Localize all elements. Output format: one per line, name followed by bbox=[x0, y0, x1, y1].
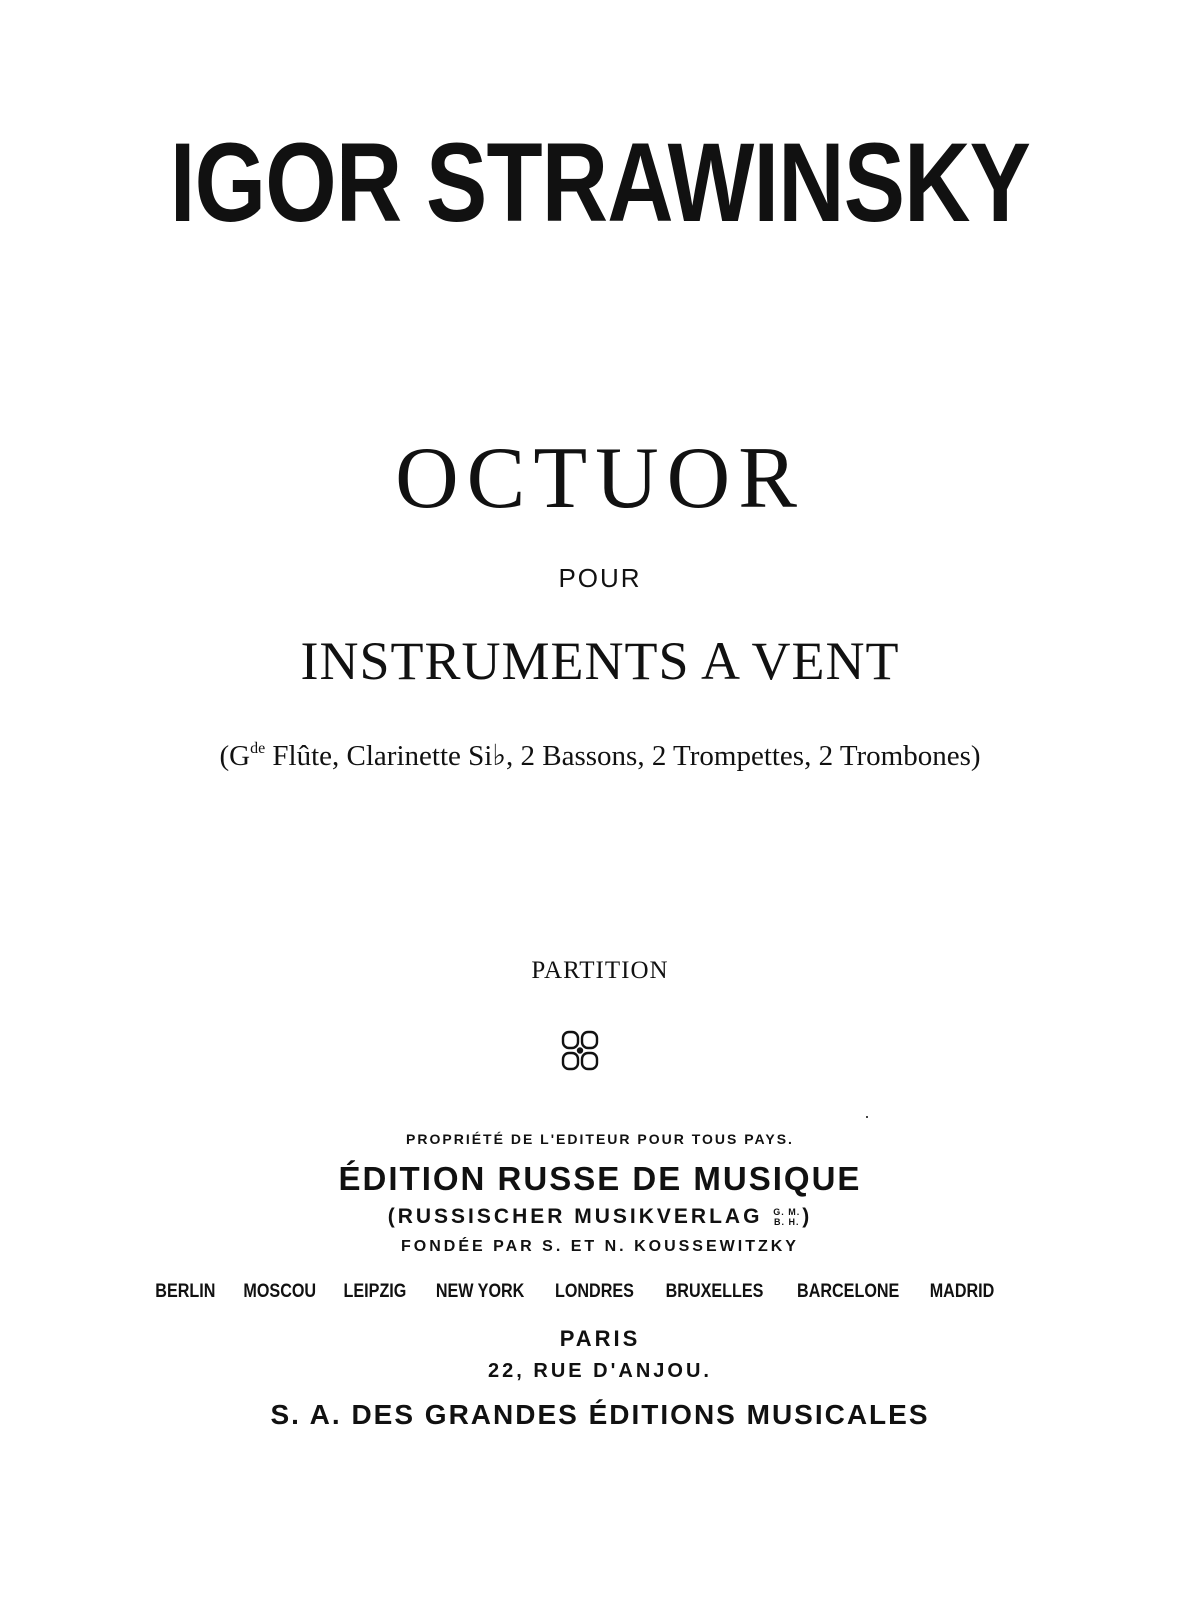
gmbh-top: G. M. bbox=[773, 1207, 801, 1218]
partition-label: PARTITION bbox=[531, 957, 669, 984]
instrumentation-open: (G bbox=[219, 740, 251, 772]
city-item: NEW YORK bbox=[435, 1281, 525, 1302]
gmbh-abbreviation bbox=[773, 1207, 800, 1227]
city-item: LONDRES bbox=[554, 1281, 634, 1302]
publisher-german-name-close: ) bbox=[802, 1205, 813, 1228]
city-item: MOSCOU bbox=[243, 1281, 316, 1302]
composer-name: IGOR STRAWINSKY bbox=[169, 120, 1031, 245]
publisher-german-name-text: (RUSSISCHER MUSIKVERLAG bbox=[387, 1205, 763, 1228]
cities-list bbox=[150, 1281, 1000, 1303]
city-item: MADRID bbox=[929, 1281, 995, 1302]
copyright-notice: PROPRIÉTÉ DE L'EDITEUR POUR TOUS PAYS. bbox=[406, 1131, 794, 1147]
publisher-city: PARIS bbox=[559, 1326, 641, 1351]
city-item: BERLIN bbox=[155, 1281, 216, 1302]
instrumentation-rest: Flûte, Clarinette Si♭, 2 Bassons, 2 Trompettes, 2 Trombones) bbox=[265, 740, 981, 772]
founders-line: FONDÉE PAR S. ET N. KOUSSEWITZKY bbox=[401, 1238, 799, 1255]
publisher-emblem-icon bbox=[561, 1030, 599, 1072]
publisher-address: 22, RUE D'ANJOU. bbox=[488, 1360, 712, 1382]
publisher-company: S. A. DES GRANDES ÉDITIONS MUSICALES bbox=[270, 1399, 930, 1430]
work-title: OCTUOR bbox=[395, 430, 805, 527]
city-item: LEIPZIG bbox=[343, 1281, 407, 1302]
city-item: BARCELONE bbox=[796, 1281, 900, 1302]
instrumentation-list bbox=[0, 738, 1200, 773]
gmbh-bottom: B. H. bbox=[774, 1217, 800, 1228]
print-speck bbox=[866, 1116, 868, 1118]
work-subtitle: INSTRUMENTS A VENT bbox=[300, 631, 900, 691]
publisher-name: ÉDITION RUSSE DE MUSIQUE bbox=[338, 1160, 862, 1197]
instrumentation-sup: de bbox=[250, 740, 266, 757]
city-item: BRUXELLES bbox=[665, 1281, 764, 1302]
pour-label: POUR bbox=[558, 563, 642, 593]
publisher-german-name bbox=[0, 1205, 1200, 1229]
